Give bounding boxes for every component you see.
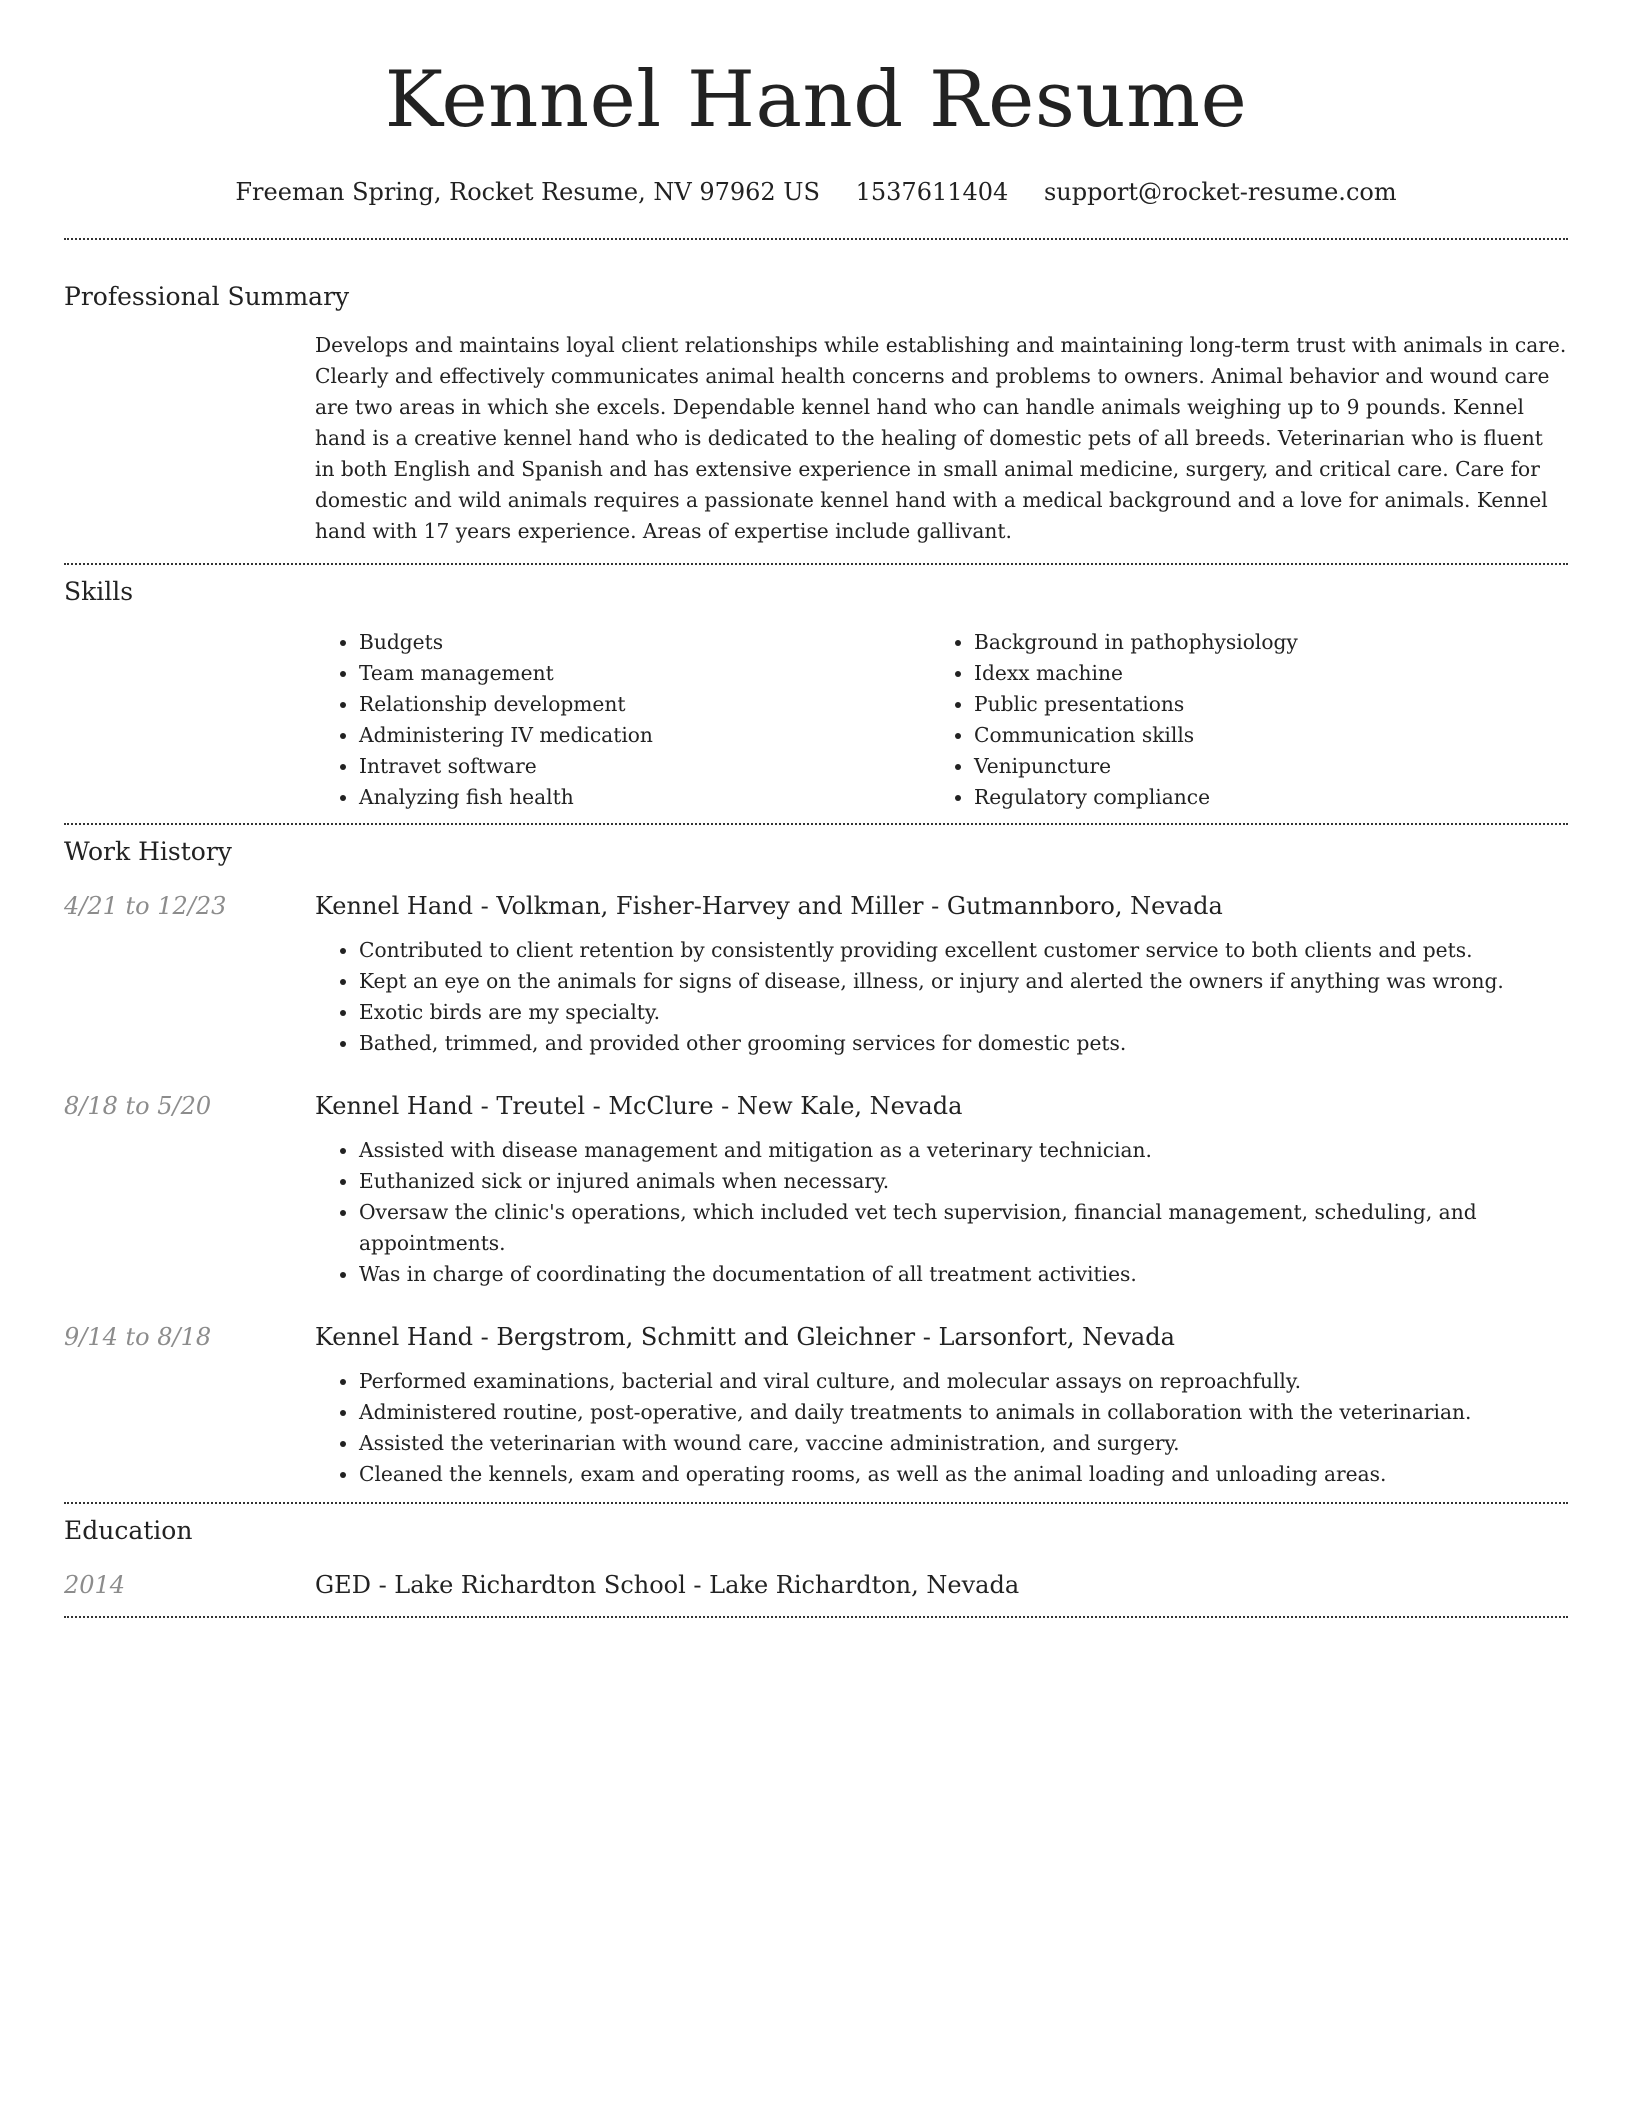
section-divider xyxy=(64,238,1568,240)
job-bullet: • Administered routine, post-operative, and daily treatments to animals in collaboration with the veterinarian. xyxy=(359,1397,1568,1428)
job-bullets xyxy=(315,1366,1568,1490)
education-body xyxy=(315,1568,1568,1602)
skill-item: • Team management xyxy=(359,658,930,689)
job-body xyxy=(315,1320,1568,1490)
work-history-section xyxy=(64,835,1568,1490)
contact-email: support@rocket-resume.com xyxy=(1043,178,1397,206)
skill-item: • Intravet software xyxy=(359,751,930,782)
skill-item: • Venipuncture xyxy=(974,751,1545,782)
job-bullet: • Exotic birds are my specialty. xyxy=(359,997,1568,1028)
education-entry xyxy=(64,1568,1568,1602)
job-bullet: • Euthanized sick or injured animals when necessary. xyxy=(359,1166,1568,1197)
job-bullet: • Was in charge of coordinating the documentation of all treatment activities. xyxy=(359,1259,1568,1290)
education-date: 2014 xyxy=(64,1571,126,1599)
job-date: 8/18 to 5/20 xyxy=(64,1092,212,1120)
contact-phone: 1537611404 xyxy=(855,178,1009,206)
summary-heading: Professional Summary xyxy=(64,282,350,311)
section-divider xyxy=(64,1616,1568,1618)
skill-item: • Idexx machine xyxy=(974,658,1545,689)
job-bullet: • Contributed to client retention by consistently providing excellent customer service to both clients and pets. xyxy=(359,935,1568,966)
skill-item: • Analyzing fish health xyxy=(359,782,930,813)
resume-header xyxy=(64,0,1568,208)
skills-column-right xyxy=(930,627,1545,813)
skill-item: • Regulatory compliance xyxy=(974,782,1545,813)
job-entry xyxy=(64,889,1568,1059)
section-divider xyxy=(64,1502,1568,1504)
resume-title: Kennel Hand Resume xyxy=(384,55,1248,145)
skills-grid xyxy=(315,627,1568,813)
education-heading-line: GED - Lake Richardton School - Lake Richardton, Nevada xyxy=(315,1571,1020,1599)
skill-item: • Communication skills xyxy=(974,720,1545,751)
education-section xyxy=(64,1514,1568,1602)
job-body xyxy=(315,1089,1568,1290)
job-bullets xyxy=(315,1135,1568,1290)
education-heading: Education xyxy=(64,1516,193,1545)
job-bullets xyxy=(315,935,1568,1059)
work-history-heading: Work History xyxy=(64,837,232,866)
job-heading: Kennel Hand - Bergstrom, Schmitt and Gleichner - Larsonfort, Nevada xyxy=(315,1323,1175,1351)
job-date: 4/21 to 12/23 xyxy=(64,892,227,920)
job-heading: Kennel Hand - Treutel - McClure - New Kale, Nevada xyxy=(315,1092,963,1120)
job-bullet: • Assisted with disease management and mitigation as a veterinary technician. xyxy=(359,1135,1568,1166)
summary-text: Develops and maintains loyal client relationships while establishing and maintaining long-term trust with animals in care. Clearly and effectively communicates animal health concerns and problems to owners. Animal behavior and wound care are two areas in which she excels. Dependable kennel hand who can handle animals weighing up to 9 pounds. Kennel hand is a creative kennel hand who is dedicated to the healing of domestic pets of all breeds. Veterinarian who is fluent in both English and Spanish and has extensive experience in small animal medicine, surgery, and critical care. Care for domestic and wild animals requires a passionate kennel hand with a medical background and a love for animals. Kennel hand with 17 years experience. Areas of expertise include gallivant. xyxy=(315,333,1567,543)
job-bullet: • Kept an eye on the animals for signs of disease, illness, or injury and alerted the owners if anything was wrong. xyxy=(359,966,1568,997)
job-body xyxy=(315,889,1568,1059)
job-bullet: • Bathed, trimmed, and provided other grooming services for domestic pets. xyxy=(359,1028,1568,1059)
section-divider xyxy=(64,823,1568,825)
job-bullet: • Oversaw the clinic's operations, which included vet tech supervision, financial management, scheduling, and appointments. xyxy=(359,1197,1568,1259)
job-entry xyxy=(64,1089,1568,1290)
skill-item: • Relationship development xyxy=(359,689,930,720)
job-bullet: • Performed examinations, bacterial and viral culture, and molecular assays on reproachfully. xyxy=(359,1366,1568,1397)
skills-section xyxy=(64,575,1568,813)
job-entry xyxy=(64,1320,1568,1490)
contact-address: Freeman Spring, Rocket Resume, NV 97962 US xyxy=(235,178,820,206)
job-date: 9/14 to 8/18 xyxy=(64,1323,212,1351)
skills-column-left xyxy=(315,627,930,813)
job-bullet: • Cleaned the kennels, exam and operating rooms, as well as the animal loading and unloading areas. xyxy=(359,1459,1568,1490)
skills-heading: Skills xyxy=(64,577,134,606)
job-heading: Kennel Hand - Volkman, Fisher-Harvey and Miller - Gutmannboro, Nevada xyxy=(315,892,1223,920)
section-divider xyxy=(64,563,1568,565)
contact-line xyxy=(64,176,1568,208)
skill-item: • Background in pathophysiology xyxy=(974,627,1545,658)
skill-item: • Administering IV medication xyxy=(359,720,930,751)
job-bullet: • Assisted the veterinarian with wound care, vaccine administration, and surgery. xyxy=(359,1428,1568,1459)
summary-section xyxy=(64,280,1568,547)
skill-item: • Budgets xyxy=(359,627,930,658)
skill-item: • Public presentations xyxy=(974,689,1545,720)
